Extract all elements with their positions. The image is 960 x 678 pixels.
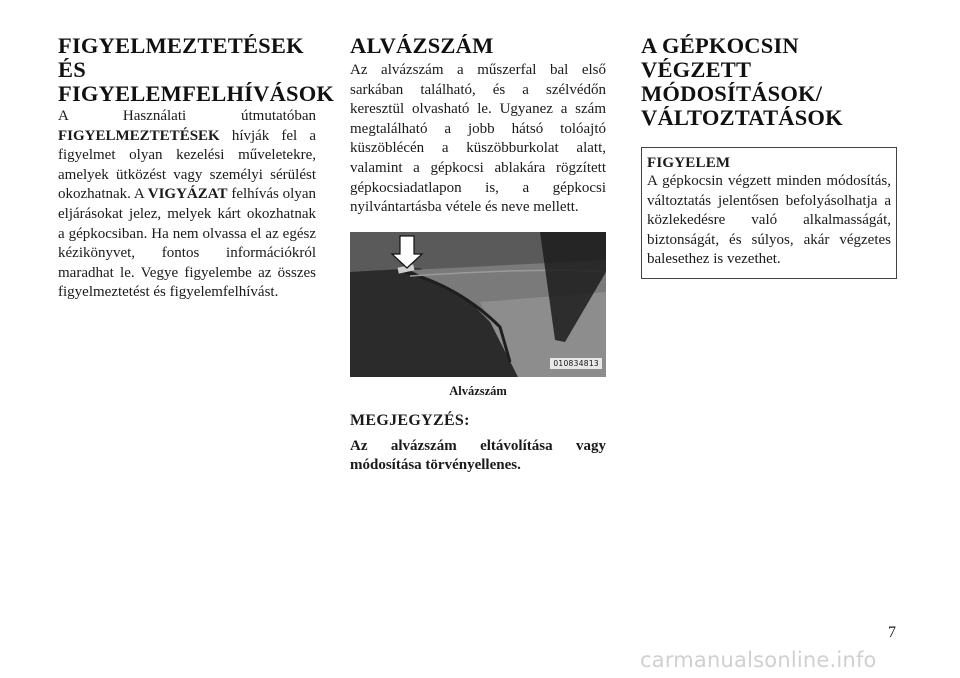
vin-location-photo: [350, 232, 606, 377]
title-line: FIGYELMEZTETÉSEK: [58, 33, 304, 58]
text-run: hívják fel a figyelmet olyan kezelési műveletekre, amelyek ütközést vagy személyi sérülést okozhatnak. A: [58, 127, 316, 203]
page-number: 7: [888, 624, 896, 641]
title-line: VÉGZETT: [641, 57, 752, 82]
watermark: carmanualsonline.info: [640, 648, 877, 672]
text-run: A Használati útmutatóban: [58, 108, 316, 124]
text-run: felhívás olyan eljárásokat jelez, melyek kárt okozhatnak a gépkocsiban. Ha nem olvassa el az egész kézikönyvet, fontos információkról maradhat le. Vegye figyelembe az összes figyelmeztetést és figyelemfelhívást.: [58, 186, 316, 301]
bold-term-warnings: FIGYELMEZTETÉSEK: [58, 127, 220, 144]
column-modifications: [641, 34, 897, 279]
title-line: MÓDOSÍTÁSOK/: [641, 81, 823, 106]
title-line: ÉS: [58, 57, 86, 82]
section-title-vin: ALVÁZSZÁM: [350, 33, 494, 58]
warning-title: FIGYELEM: [647, 155, 731, 171]
bold-term-caution: VIGYÁZAT: [147, 186, 228, 203]
image-reference-code: 010834813: [550, 358, 602, 369]
warnings-paragraph: [58, 107, 316, 303]
section-title-modifications: [641, 34, 897, 130]
dashboard-windshield-illustration: [350, 232, 606, 377]
photo-caption: Alvázszám: [449, 383, 507, 398]
note-title: MEGJEGYZÉS:: [350, 411, 470, 429]
note-body: Az alvázszám eltávolítása vagy módosítása törvényellenes.: [350, 437, 606, 474]
title-line: VÁLTOZTATÁSOK: [641, 105, 843, 130]
warning-body: A gépkocsin végzett minden módosítás, változtatás jelentősen befolyásolhatja a közlekedésre való alkalmasságát, biztonságát, és súlyos, akár végzetes balesethez is vezethet.: [647, 173, 891, 268]
warning-box: [641, 147, 897, 279]
section-title-warnings: [58, 33, 335, 106]
column-vin: [350, 34, 606, 476]
title-line: A GÉPKOCSIN: [641, 33, 799, 58]
title-line: FIGYELEMFELHÍVÁSOK: [58, 81, 335, 106]
column-warnings: [58, 33, 335, 303]
vin-paragraph: Az alvázszám a műszerfal bal első sarkában található, és a szélvédőn keresztül olvasható le. Ugyanez a szám megtalálható a jobb hátsó tolóajtó küszöblécén a küszöbburkolat alatt, valamint a gépkocsi ablakára rögzített gépkocsiadatlapon is, a gépkocsi nyilvántartásba vétele és neve mellett.: [350, 62, 606, 216]
